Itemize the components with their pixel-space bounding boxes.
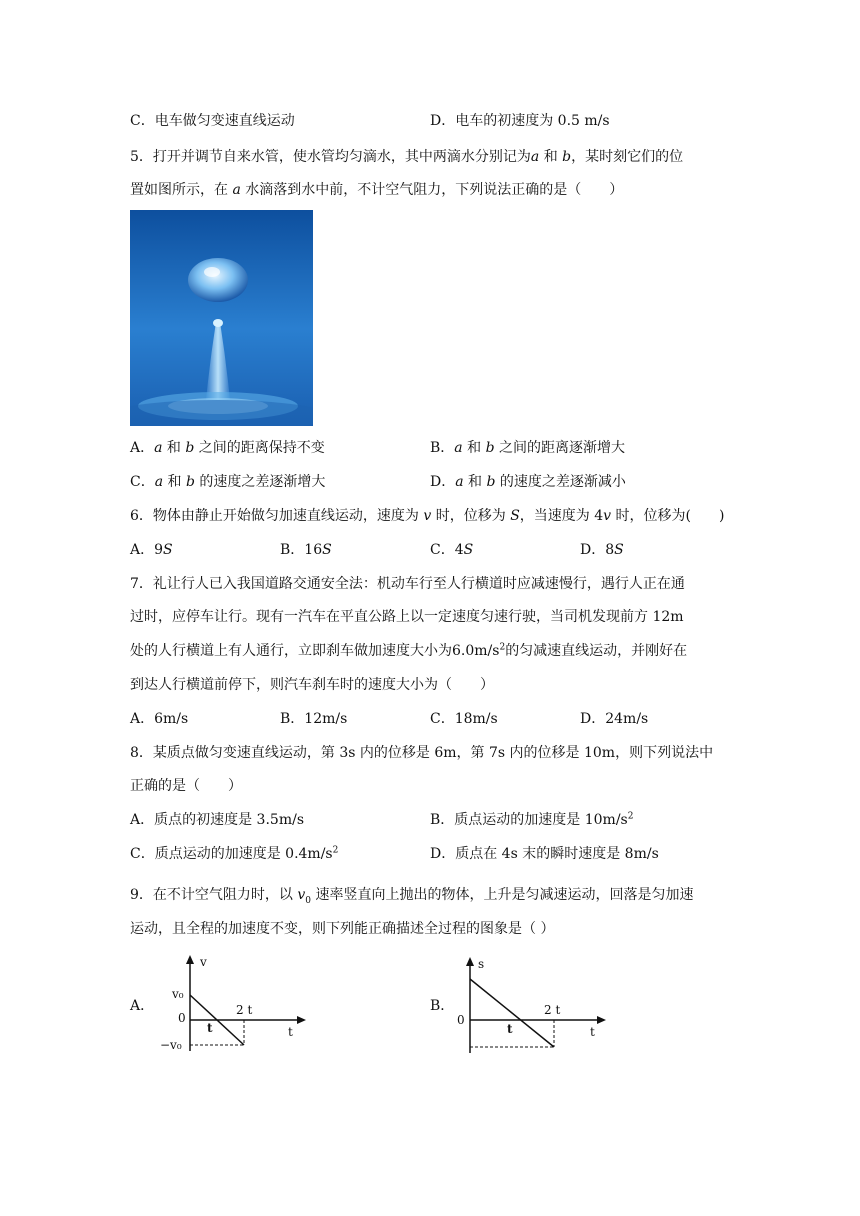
q4-option-c: C．电车做匀变速直线运动 xyxy=(130,113,295,129)
vt-y-arrow-icon xyxy=(186,955,194,964)
st-graph xyxy=(440,955,610,1055)
water-drop-photo xyxy=(130,210,313,426)
st-y-label: s xyxy=(478,957,485,971)
q7-option-b: B．12m/s xyxy=(280,711,348,727)
q5-stem-line1: 5．打开并调节自来水管，使水管均匀滴水，其中两滴水分别记为a 和 b，某时刻它们的位 xyxy=(130,149,684,165)
q8-stem-line2: 正确的是（ ） xyxy=(130,778,242,794)
st-x-arrow-icon xyxy=(597,1016,606,1024)
q5-option-c: C．a 和 b 的速度之差逐渐增大 xyxy=(130,474,326,490)
q9-option-a-label: A． xyxy=(130,998,155,1014)
q5-stem-line2: 置如图所示，在 a 水滴落到水中前，不计空气阻力，下列说法正确的是（ ） xyxy=(130,182,624,198)
q7-option-a: A．6m/s xyxy=(130,711,189,727)
vt-neg-v0-label: −v₀ xyxy=(160,1038,182,1052)
st-zero-label: 0 xyxy=(457,1013,465,1027)
q8-stem-line1: 8．某质点做匀变速直线运动，第 3s 内的位移是 6m，第 7s 内的位移是 10m，则下列说法中 xyxy=(130,745,714,761)
q9-stem-line2: 运动，且全程的加速度不变，则下列能正确描述全过程的图象是（ ） xyxy=(130,921,555,937)
q6-option-b: B．16S xyxy=(280,542,332,558)
vt-x-arrow-icon xyxy=(297,1016,306,1024)
q6-option-d: D．8S xyxy=(580,542,624,558)
st-2t-label: 2 t xyxy=(544,1003,561,1017)
q6-option-c: C．4S xyxy=(430,542,474,558)
q4-option-d: D．电车的初速度为 0.5 m/s xyxy=(430,113,610,129)
q7-option-c: C．18m/s xyxy=(430,711,498,727)
q5-option-d: D．a 和 b 的速度之差逐渐减小 xyxy=(430,474,626,490)
vt-2t-label: 2 t xyxy=(236,1003,253,1017)
q7-stem-line2: 过时，应停车让行。现有一汽车在平直公路上以一定速度匀速行驶，当司机发现前方 12m xyxy=(130,609,684,625)
vt-t-label: t xyxy=(207,1021,213,1035)
q7-stem-line4: 到达人行横道前停下，则汽车刹车时的速度大小为（ ） xyxy=(130,677,494,693)
q7-stem-line3: 处的人行横道上有人通行，立即刹车做加速度大小为$6.0m/s^2$的匀减速直线运动，并刚好在 xyxy=(130,642,688,659)
vt-y-label: v xyxy=(200,955,207,969)
q6-option-a: A．9S xyxy=(130,542,173,558)
q7-option-d: D．24m/s xyxy=(580,711,649,727)
q8-option-a: A．质点的初速度是 3.5m/s xyxy=(130,812,305,828)
vt-zero-label: 0 xyxy=(178,1011,186,1025)
q5-option-a: A．a 和 b 之间的距离保持不变 xyxy=(130,440,325,456)
q8-option-b: B．质点运动的加速度是 $10m/s^2$ xyxy=(430,811,634,828)
st-y-arrow-icon xyxy=(466,957,474,966)
st-x-label: t xyxy=(590,1025,595,1039)
q9-option-b-label: B． xyxy=(430,998,455,1014)
q8-option-c: C．质点运动的加速度是 $0.4m/s^2$ xyxy=(130,845,339,862)
q6-stem: 6．物体由静止开始做匀加速直线运动，速度为 v 时，位移为 S，当速度为 4v 时，位移为( ) xyxy=(130,508,725,524)
q9-stem-line1: 9．在不计空气阻力时，以 $v_0$ 速率竖直向上抛出的物体，上升是匀减速运动，回落是匀加速 xyxy=(130,887,694,906)
q7-stem-line1: 7．礼让行人已入我国道路交通安全法：机动车行至人行横道时应减速慢行，遇行人正在通 xyxy=(130,576,685,592)
vt-v0-label: v₀ xyxy=(172,987,184,1001)
q8-option-d: D．质点在 4s 末的瞬时速度是 8m/s xyxy=(430,846,659,862)
vt-x-label: t xyxy=(288,1025,293,1039)
st-t-label: t xyxy=(507,1022,513,1036)
q5-option-b: B．a 和 b 之间的距离逐渐增大 xyxy=(430,440,625,456)
vt-graph xyxy=(160,955,310,1055)
